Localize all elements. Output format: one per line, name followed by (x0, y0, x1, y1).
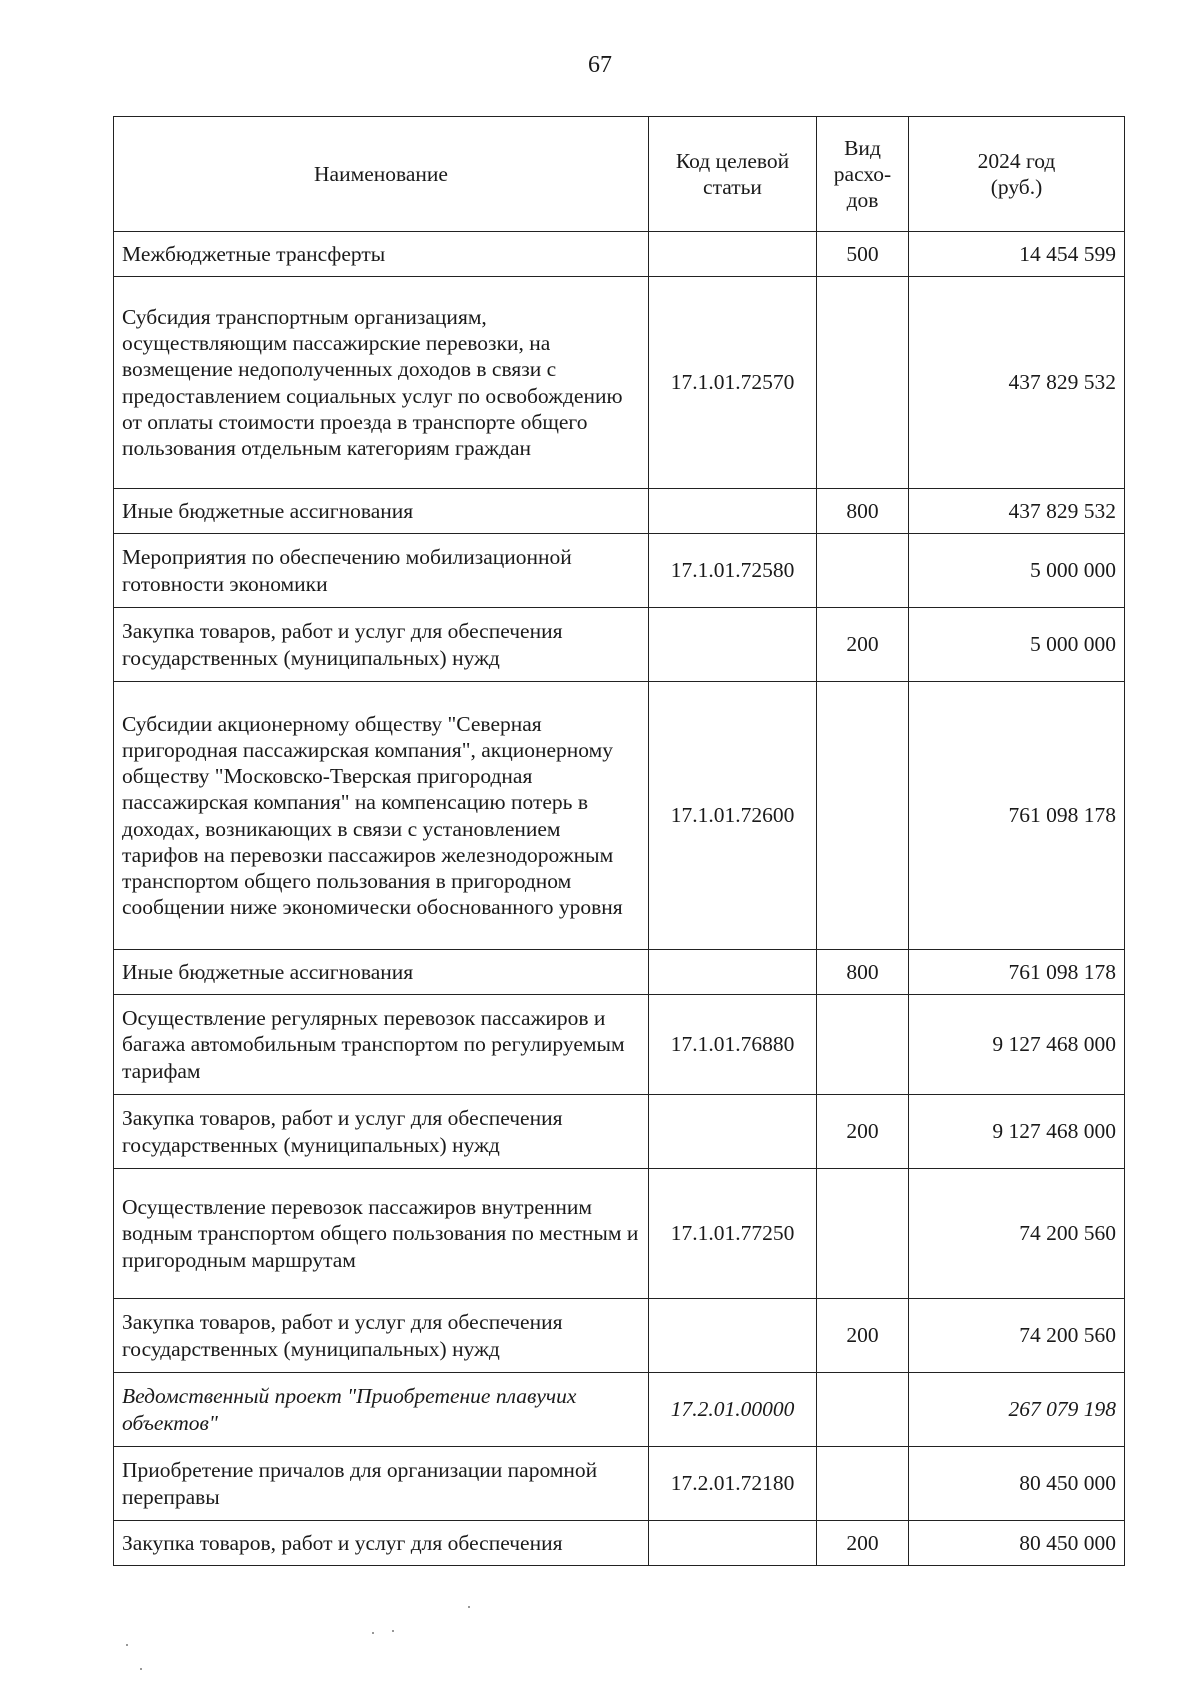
row-kind: 800 (817, 950, 909, 995)
row-name: Осуществление перевозок пассажиров внутренним водным транспортом общего пользования по местным и пригородным маршрутам (114, 1169, 649, 1299)
scan-speck (392, 1630, 394, 1632)
row-code: 17.1.01.72570 (649, 277, 817, 489)
row-code (649, 1521, 817, 1566)
row-code (649, 489, 817, 534)
header-code (649, 117, 817, 232)
row-amount: 761 098 178 (909, 682, 1125, 950)
table-row (114, 534, 1125, 608)
table-row (114, 1095, 1125, 1169)
row-name: Закупка товаров, работ и услуг для обеспечения (114, 1521, 649, 1566)
row-kind (817, 682, 909, 950)
row-kind: 200 (817, 1095, 909, 1169)
header-kind (817, 117, 909, 232)
row-code: 17.1.01.77250 (649, 1169, 817, 1299)
row-amount: 14 454 599 (909, 232, 1125, 277)
row-amount: 74 200 560 (909, 1169, 1125, 1299)
row-name: Межбюджетные трансферты (114, 232, 649, 277)
row-code (649, 232, 817, 277)
table-row (114, 1373, 1125, 1447)
table-row (114, 1521, 1125, 1566)
row-name: Закупка товаров, работ и услуг для обеспечения государственных (муниципальных) нужд (114, 1095, 649, 1169)
header-amount (909, 117, 1125, 232)
table-row (114, 950, 1125, 995)
table-row (114, 1299, 1125, 1373)
row-code: 17.1.01.72580 (649, 534, 817, 608)
row-amount: 267 079 198 (909, 1373, 1125, 1447)
row-kind: 200 (817, 608, 909, 682)
row-code: 17.2.01.00000 (649, 1373, 817, 1447)
table-header-row (114, 117, 1125, 232)
row-code: 17.1.01.76880 (649, 995, 817, 1095)
row-kind (817, 534, 909, 608)
row-name: Осуществление регулярных перевозок пассажиров и багажа автомобильным транспортом по регулируемым тарифам (114, 995, 649, 1095)
table-row (114, 1447, 1125, 1521)
row-amount: 5 000 000 (909, 608, 1125, 682)
row-code (649, 950, 817, 995)
row-name: Иные бюджетные ассигнования (114, 950, 649, 995)
row-kind: 200 (817, 1521, 909, 1566)
row-name: Ведомственный проект "Приобретение плавучих объектов" (114, 1373, 649, 1447)
row-amount: 437 829 532 (909, 277, 1125, 489)
row-amount: 9 127 468 000 (909, 995, 1125, 1095)
table-row (114, 489, 1125, 534)
scan-speck (468, 1606, 470, 1608)
row-name: Субсидии акционерному обществу "Северная пригородная пассажирская компания", акционерному обществу "Московско-Тверская пригородная пассажирская компания" на компенсацию потерь в доходах, возникающих в связи с установлением тарифов на перевозки пассажиров железнодорожным транспортом общего пользования в пригородном сообщении ниже экономически обоснованного уровня (114, 682, 649, 950)
row-amount: 9 127 468 000 (909, 1095, 1125, 1169)
row-kind: 200 (817, 1299, 909, 1373)
row-code (649, 608, 817, 682)
scan-speck (126, 1644, 128, 1646)
header-name: Наименование (114, 117, 649, 232)
scan-speck (372, 1632, 374, 1634)
row-name: Мероприятия по обеспечению мобилизационной готовности экономики (114, 534, 649, 608)
header-kind-text: Вид расхо-дов (833, 135, 892, 213)
row-amount: 80 450 000 (909, 1521, 1125, 1566)
row-amount: 761 098 178 (909, 950, 1125, 995)
table-row (114, 608, 1125, 682)
row-kind: 800 (817, 489, 909, 534)
header-code-text: Код целевой статьи (675, 148, 790, 199)
page-number: 67 (588, 52, 612, 78)
row-amount: 80 450 000 (909, 1447, 1125, 1521)
row-amount: 437 829 532 (909, 489, 1125, 534)
table-row (114, 1169, 1125, 1299)
row-kind (817, 1169, 909, 1299)
row-kind (817, 1447, 909, 1521)
header-amount-text: 2024 год (руб.) (977, 148, 1056, 199)
table-row (114, 232, 1125, 277)
row-name: Приобретение причалов для организации паромной переправы (114, 1447, 649, 1521)
row-code (649, 1299, 817, 1373)
row-kind (817, 995, 909, 1095)
table-row (114, 995, 1125, 1095)
row-amount: 5 000 000 (909, 534, 1125, 608)
row-kind (817, 1373, 909, 1447)
row-kind (817, 277, 909, 489)
row-name: Закупка товаров, работ и услуг для обеспечения государственных (муниципальных) нужд (114, 1299, 649, 1373)
row-name: Закупка товаров, работ и услуг для обеспечения государственных (муниципальных) нужд (114, 608, 649, 682)
row-name: Иные бюджетные ассигнования (114, 489, 649, 534)
table-row (114, 277, 1125, 489)
table-body (114, 232, 1125, 1566)
row-amount: 74 200 560 (909, 1299, 1125, 1373)
row-code (649, 1095, 817, 1169)
row-code: 17.2.01.72180 (649, 1447, 817, 1521)
row-kind: 500 (817, 232, 909, 277)
scan-speck (140, 1668, 142, 1670)
budget-table (113, 116, 1125, 1566)
table-row (114, 682, 1125, 950)
row-code: 17.1.01.72600 (649, 682, 817, 950)
row-name: Субсидия транспортным организациям, осуществляющим пассажирские перевозки, на возмещение недополученных доходов в связи с предоставлением социальных услуг по освобождению от оплаты стоимости проезда в транспорте общего пользования отдельным категориям граждан (114, 277, 649, 489)
